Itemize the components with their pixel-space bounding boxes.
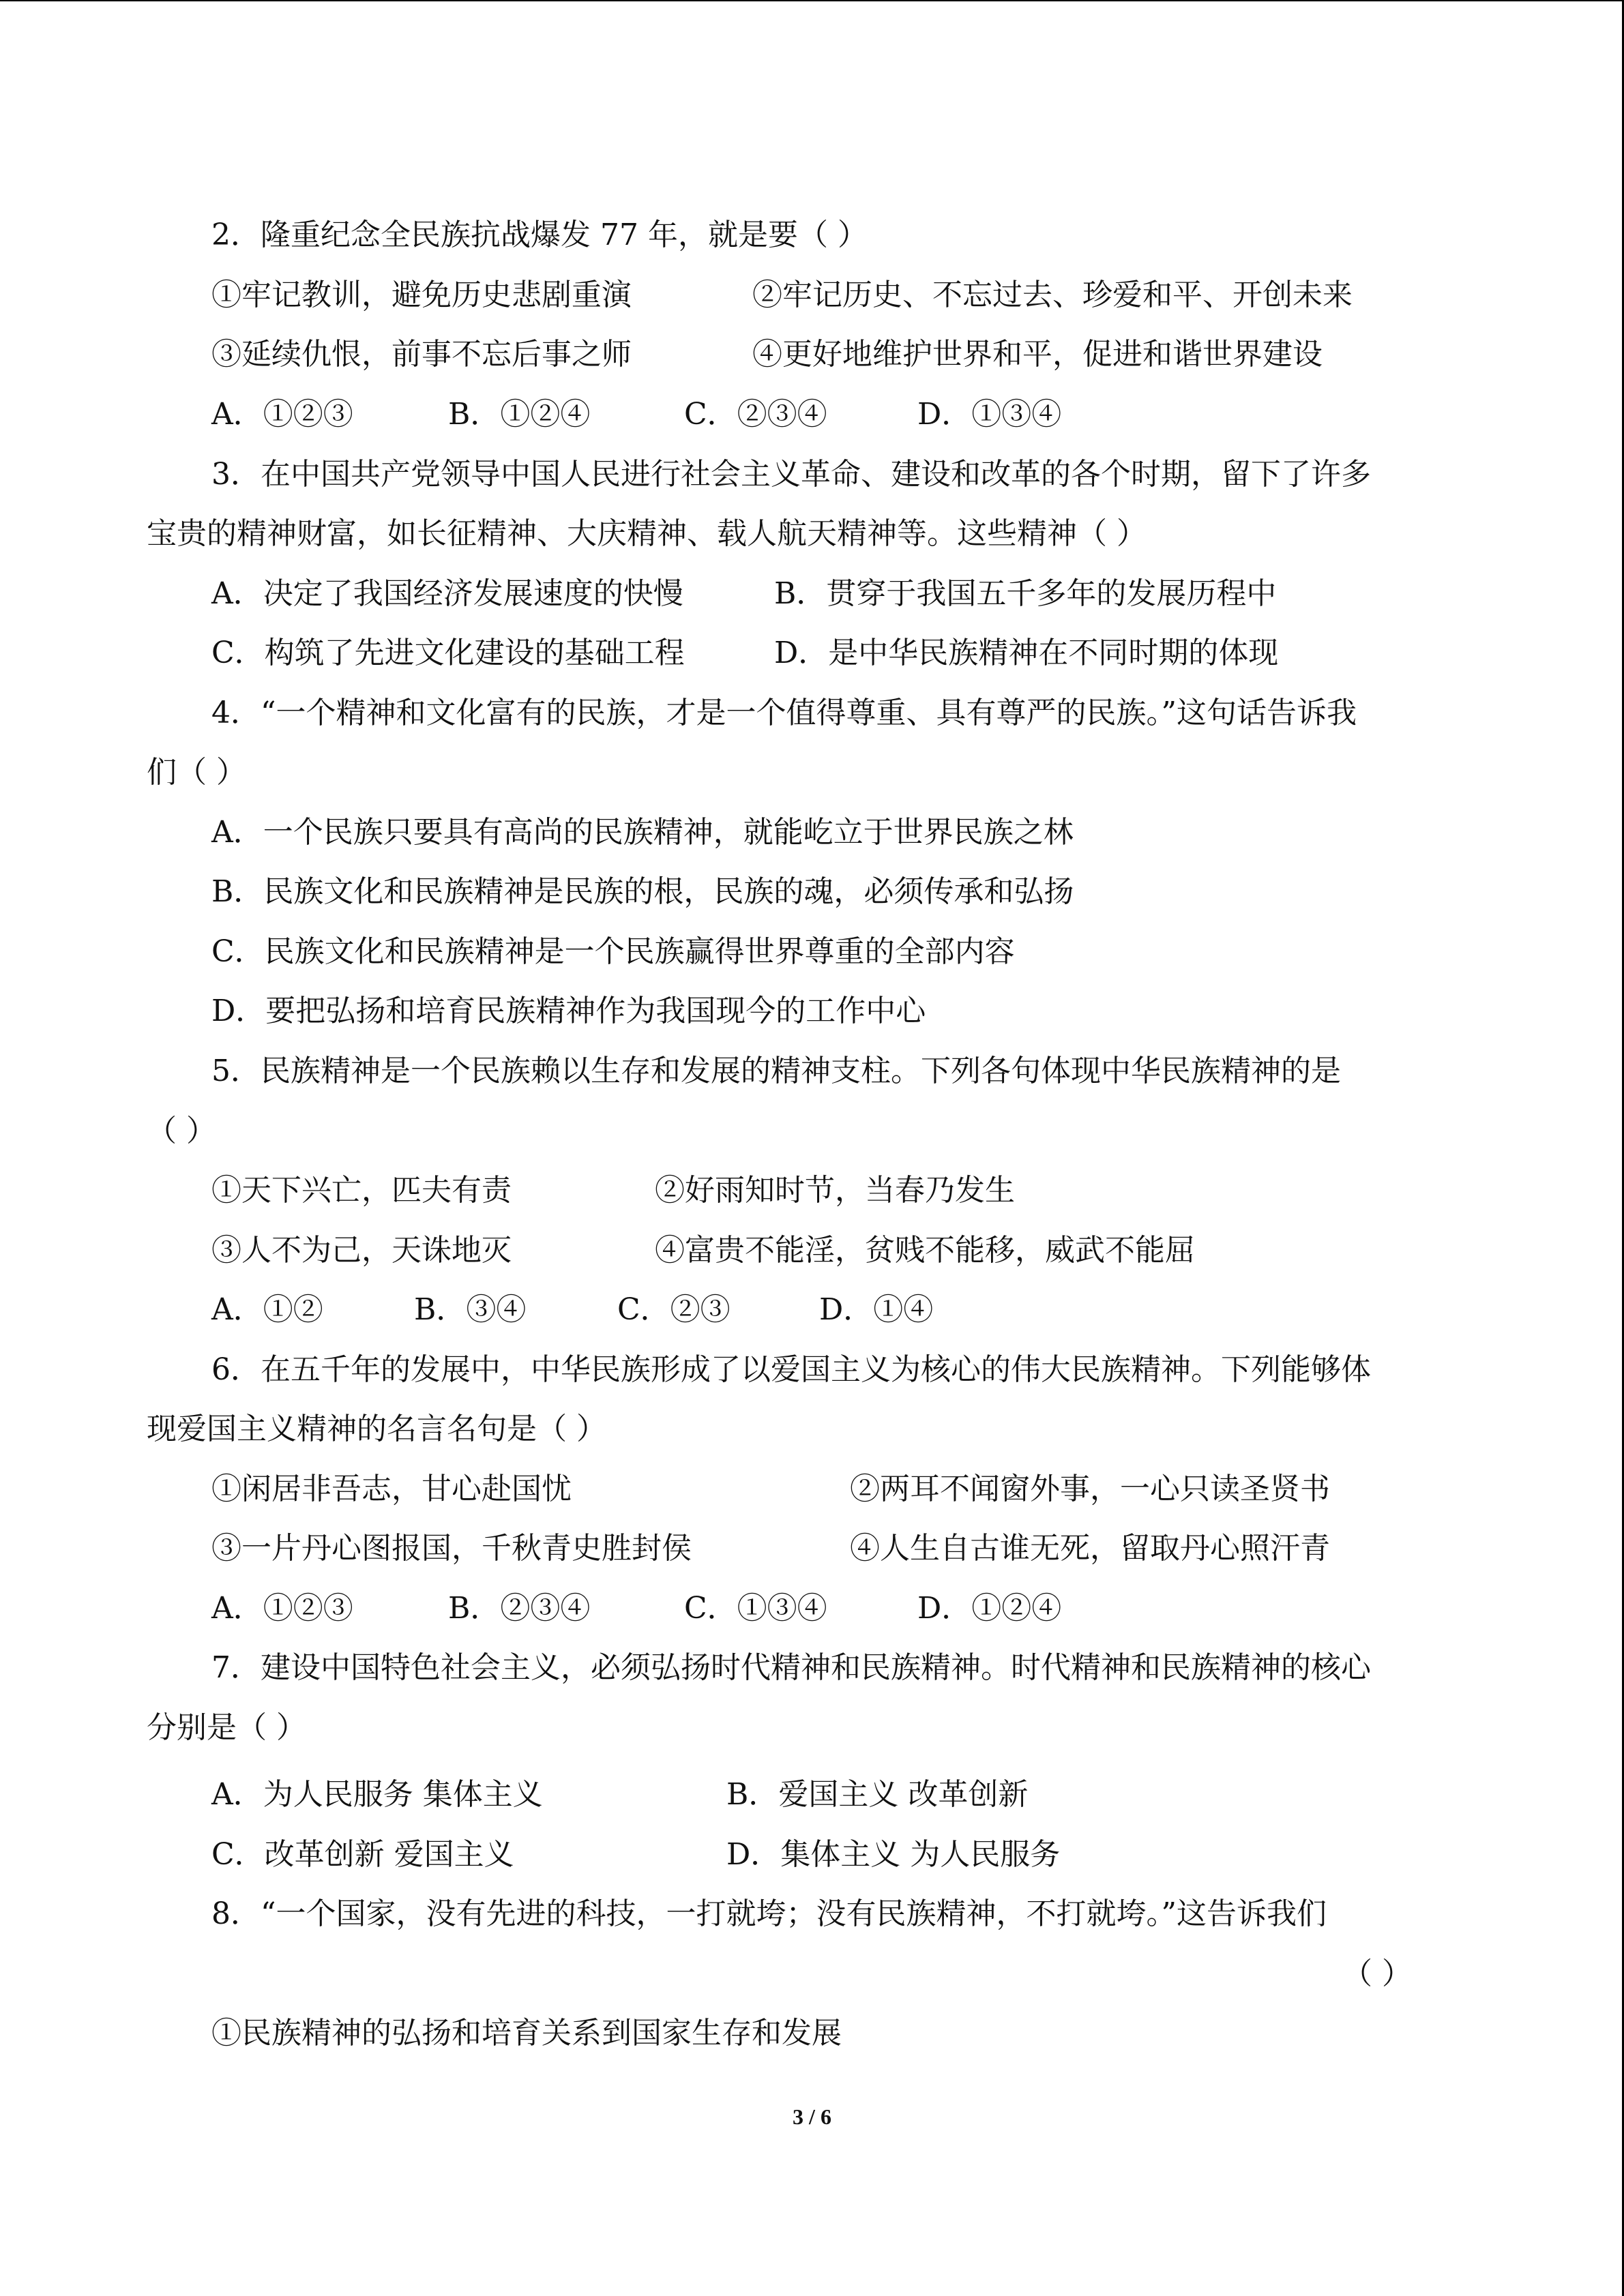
question-2-option-a[interactable]: A．①②③ bbox=[211, 397, 353, 432]
question-7-stem-line-2: 分别是（ ） bbox=[147, 1710, 306, 1745]
question-8-statement-1: ①民族精神的弘扬和培育关系到国家生存和发展 bbox=[211, 2016, 842, 2051]
question-6-stem-line-1: 6．在五千年的发展中，中华民族形成了以爱国主义为核心的伟大民族精神。下列能够体 bbox=[211, 1352, 1371, 1387]
question-5-option-a[interactable]: A．①② bbox=[211, 1292, 323, 1327]
question-5-statement-1: ①天下兴亡，匹夫有责 bbox=[211, 1173, 512, 1208]
question-6-option-a[interactable]: A．①②③ bbox=[211, 1591, 353, 1626]
question-7-option-c[interactable]: C．改革创新 爱国主义 bbox=[211, 1837, 514, 1872]
question-3-option-a[interactable]: A．决定了我国经济发展速度的快慢 bbox=[211, 576, 683, 611]
question-5-option-c[interactable]: C．②③ bbox=[617, 1292, 730, 1327]
question-6-statement-3: ③一片丹心图报国，千秋青史胜封侯 bbox=[211, 1531, 692, 1566]
question-6-stem-line-2: 现爱国主义精神的名言名句是（ ） bbox=[147, 1412, 606, 1446]
question-2-option-c[interactable]: C．②③④ bbox=[684, 397, 827, 432]
question-7-stem-line-1: 7．建设中国特色社会主义，必须弘扬时代精神和民族精神。时代精神和民族精神的核心 bbox=[211, 1650, 1371, 1685]
question-2-statement-3: ③延续仇恨，前事不忘后事之师 bbox=[211, 337, 632, 372]
question-7-option-b[interactable]: B．爱国主义 改革创新 bbox=[726, 1777, 1029, 1812]
question-2-statement-2: ②牢记历史、不忘过去、珍爱和平、开创未来 bbox=[752, 278, 1353, 312]
question-7-option-a[interactable]: A．为人民服务 集体主义 bbox=[211, 1777, 543, 1812]
question-3-stem-line-2: 宝贵的精神财富，如长征精神、大庆精神、载人航天精神等。这些精神（ ） bbox=[147, 516, 1147, 551]
question-3-option-d[interactable]: D．是中华民族精神在不同时期的体现 bbox=[774, 636, 1279, 670]
question-5-statement-3: ③人不为己，天诛地灭 bbox=[211, 1233, 512, 1268]
question-4-option-a[interactable]: A．一个民族只要具有高尚的民族精神，就能屹立于世界民族之林 bbox=[211, 815, 1074, 850]
question-6-option-d[interactable]: D．①②④ bbox=[917, 1591, 1062, 1626]
question-6-statement-4: ④人生自古谁无死，留取丹心照汗青 bbox=[850, 1531, 1330, 1566]
question-2-statement-4: ④更好地维护世界和平，促进和谐世界建设 bbox=[752, 337, 1323, 372]
question-3-option-b[interactable]: B．贯穿于我国五千多年的发展历程中 bbox=[774, 576, 1277, 611]
question-8-answer-bracket: （ ） bbox=[1342, 1956, 1412, 1991]
question-3-stem-line-1: 3．在中国共产党领导中国人民进行社会主义革命、建设和改革的各个时期，留下了许多 bbox=[211, 457, 1371, 492]
question-6-option-c[interactable]: C．①③④ bbox=[684, 1591, 827, 1626]
question-2-option-b[interactable]: B．①②④ bbox=[448, 397, 591, 432]
question-2-option-d[interactable]: D．①③④ bbox=[917, 397, 1062, 432]
question-4-option-c[interactable]: C．民族文化和民族精神是一个民族赢得世界尊重的全部内容 bbox=[211, 934, 1015, 969]
question-5-stem-line-1: 5．民族精神是一个民族赖以生存和发展的精神支柱。下列各句体现中华民族精神的是 bbox=[211, 1054, 1341, 1088]
question-4-stem-line-1: 4．“一个精神和文化富有的民族，才是一个值得尊重、具有尊严的民族。”这句话告诉我 bbox=[211, 696, 1357, 730]
question-6-statement-1: ①闲居非吾志，甘心赴国忧 bbox=[211, 1472, 572, 1506]
question-8-stem-line-1: 8．“一个国家，没有先进的科技，一打就垮；没有民族精神，不打就垮。”这告诉我们 bbox=[211, 1896, 1327, 1931]
question-2-statement-1: ①牢记教训，避免历史悲剧重演 bbox=[211, 278, 632, 312]
question-2-stem: 2．隆重纪念全民族抗战爆发 77 年，就是要（ ） bbox=[211, 218, 868, 252]
question-5-statement-4: ④富贵不能淫，贫贱不能移，威武不能屈 bbox=[655, 1233, 1195, 1268]
question-4-stem-line-2: 们（ ） bbox=[147, 755, 246, 790]
question-4-option-b[interactable]: B．民族文化和民族精神是民族的根，民族的魂，必须传承和弘扬 bbox=[211, 874, 1074, 909]
question-7-option-d[interactable]: D．集体主义 为人民服务 bbox=[726, 1837, 1061, 1872]
question-5-option-b[interactable]: B．③④ bbox=[414, 1292, 527, 1327]
question-3-option-c[interactable]: C．构筑了先进文化建设的基础工程 bbox=[211, 636, 685, 670]
question-6-option-b[interactable]: B．②③④ bbox=[448, 1591, 591, 1626]
question-5-option-d[interactable]: D．①④ bbox=[819, 1292, 934, 1327]
question-4-option-d[interactable]: D．要把弘扬和培育民族精神作为我国现今的工作中心 bbox=[211, 994, 926, 1028]
question-5-statement-2: ②好雨知时节，当春乃发生 bbox=[655, 1173, 1015, 1208]
question-6-statement-2: ②两耳不闻窗外事，一心只读圣贤书 bbox=[850, 1472, 1330, 1506]
page-number: 3 / 6 bbox=[793, 2104, 831, 2129]
question-5-stem-line-2: （ ） bbox=[147, 1114, 216, 1148]
